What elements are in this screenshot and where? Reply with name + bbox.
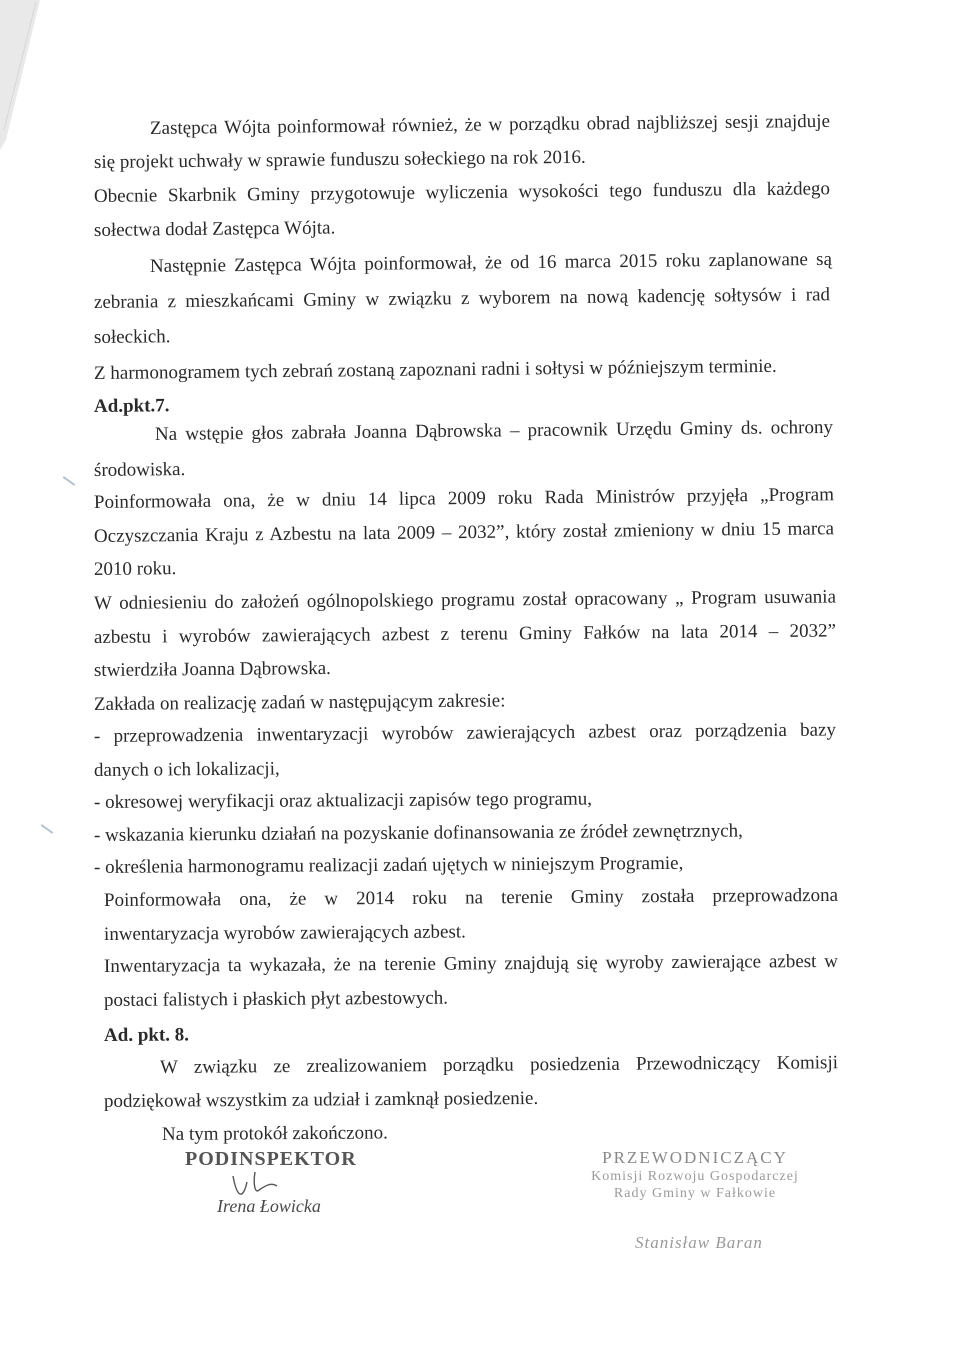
text-line: stwierdziła Joanna Dąbrowska. — [93, 657, 331, 681]
text-line: Zakłada on realizację zadań w następującym zakresie: — [93, 690, 506, 715]
text-line: Na wstępie głos zabrała Joanna Dąbrowska – pracownik Urzędu Gminy ds. ochrony — [154, 416, 834, 445]
text-line: W związku ze zrealizowaniem porządku posiedzenia Przewodniczący Komisji — [159, 1052, 839, 1078]
section-heading-pkt7: Ad.pkt.7. — [93, 395, 170, 417]
text-line: Na tym protokół zakończono. — [161, 1122, 388, 1145]
text-line: zebrania z mieszkańcami Gminy w związku z wyborem na nową kadencję sołtysów i rad — [93, 284, 831, 313]
text-line: podziękował wszystkim za udział i zamknął posiedzenie. — [103, 1087, 539, 1112]
text-line: sołeckich. — [93, 326, 171, 348]
list-item: - przeprowadzenia inwentaryzacji wyrobów zawierających azbest oraz porządzenia bazy — [93, 719, 837, 747]
list-item: - wskazania kierunku działań na pozyskanie dofinansowania ze źródeł zewnętrznych, — [93, 820, 743, 846]
text-line: 2010 roku. — [93, 558, 177, 580]
text-line: Oczyszczania Kraju z Azbestu na lata 2009 – 2032”, który został zmieniony w dniu 15 marca — [93, 518, 835, 547]
text-line: Następnie Zastępca Wójta poinformował, że od 16 marca 2015 roku zaplanowane są — [149, 248, 833, 277]
stamp-right-line1: Komisji Rozwoju Gospodarczej — [591, 1169, 799, 1184]
list-item: - określenia harmonogramu realizacji zadań ujętych w niniejszym Programie, — [93, 852, 684, 878]
stamp-left-title: PODINSPEKTOR — [185, 1148, 357, 1170]
text-line: Zastępca Wójta poinformował również, że w porządku obrad najbliższej sesji znajduje — [149, 110, 831, 139]
scan-mark — [63, 476, 76, 486]
stamp-left-name: Irena Łowicka — [217, 1196, 321, 1216]
text-line: Poinformowała ona, że w dniu 14 lipca 2009 roku Rada Ministrów przyjęła „Program — [93, 484, 835, 513]
stamp-right — [560, 1148, 830, 1202]
text-line: inwentaryzacja wyrobów zawierających azbest. — [103, 921, 466, 945]
stamp-right-line2: Rady Gminy w Fałkowie — [613, 1186, 777, 1201]
text-line: Obecnie Skarbnik Gminy przygotowuje wyliczenia wysokości tego funduszu dla każdego — [93, 178, 831, 207]
list-item: - okresowej weryfikacji oraz aktualizacji zapisów tego programu, — [93, 788, 593, 813]
text-line: środowiska. — [93, 459, 186, 481]
text-line: się projekt uchwały w sprawie funduszu sołeckiego na rok 2016. — [93, 146, 586, 173]
stamp-right-title: PRZEWODNICZĄCY — [602, 1148, 788, 1167]
text-line: postaci falistych i płaskich płyt azbestowych. — [103, 987, 449, 1011]
stamp-right-signature: Stanisław Baran — [635, 1233, 763, 1252]
section-heading-pkt8: Ad. pkt. 8. — [103, 1024, 190, 1046]
scan-mark — [41, 824, 54, 834]
text-line: azbestu i wyrobów zawierających azbest z terenu Gminy Fałków na lata 2014 – 2032” — [93, 620, 837, 648]
text-line: Inwentaryzacja ta wykazała, że na terenie Gminy znajdują się wyroby zawierające azbest w — [103, 950, 839, 977]
text-line: Z harmonogramem tych zebrań zostaną zapoznani radni i sołtysi w późniejszym terminie. — [93, 355, 777, 384]
scan-edge-shadow — [0, 0, 120, 160]
text-line: danych o ich lokalizacji, — [93, 758, 280, 781]
text-line: W odniesieniu do założeń ogólnopolskiego programu został opracowany „ Program usuwania — [93, 586, 837, 614]
text-line: Poinformowała ona, że w 2014 roku na terenie Gminy została przeprowadzona — [103, 884, 839, 911]
text-line: sołectwa dodał Zastępca Wójta. — [93, 217, 336, 241]
